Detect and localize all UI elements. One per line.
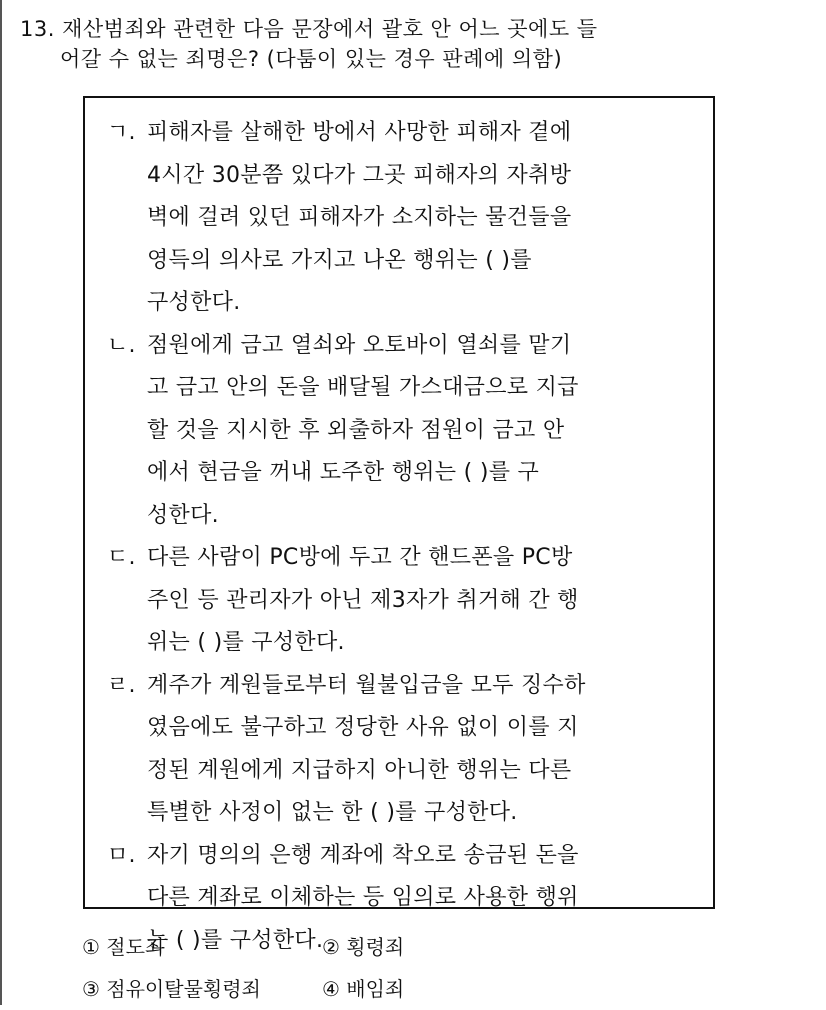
statement-line: 피해자를 살해한 방에서 사망한 피해자 곁에 [147, 120, 572, 145]
question-line: 재산범죄와 관련한 다음 문장에서 괄호 안 어느 곳에도 들 [62, 17, 598, 41]
statement-line: 에서 현금을 꺼내 도주한 행위는 ( )를 구 [147, 460, 540, 485]
statement-line: 고 금고 안의 돈을 배달될 가스대금으로 지급 [147, 375, 579, 400]
statement-line: 다른 계좌로 이체하는 등 임의로 사용한 행위 [147, 885, 579, 910]
option-1[interactable]: ① 절도죄 [82, 935, 165, 959]
statement-line: 벽에 걸려 있던 피해자가 소지하는 물건들을 [147, 205, 572, 230]
statement-item [107, 537, 579, 665]
question-stem [20, 14, 598, 74]
statement-item [107, 665, 586, 835]
statement-line: 자기 명의의 은행 계좌에 착오로 송금된 돈을 [147, 842, 579, 868]
statement-line: 는 ( )를 구성한다. [147, 927, 324, 953]
option-2[interactable]: ② 횡령죄 [322, 935, 405, 959]
statement-marker: ㄱ. [107, 120, 136, 145]
statement-marker: ㄹ. [107, 672, 136, 698]
statement-item [107, 325, 579, 538]
statement-line: 였음에도 불구하고 정당한 사유 없이 이를 지 [147, 715, 579, 740]
statement-line: 정된 계원에게 지급하지 아니한 행위는 다른 [147, 757, 572, 783]
statement-line: 영득의 의사로 가지고 나온 행위는 ( )를 [147, 247, 532, 273]
page-left-border [0, 0, 2, 1005]
option-3[interactable]: ③ 점유이탈물횡령죄 [82, 977, 261, 1001]
statement-marker: ㅁ. [107, 842, 136, 868]
statement-line: 특별한 사정이 없는 한 ( )를 구성한다. [147, 800, 518, 825]
statement-marker: ㄷ. [107, 545, 136, 570]
option-4[interactable]: ④ 배임죄 [322, 977, 405, 1001]
statement-line: 할 것을 지시한 후 외출하자 점원이 금고 안 [147, 417, 565, 443]
statement-line: 구성한다. [147, 290, 241, 315]
statement-line: 점원에게 금고 열쇠와 오토바이 열쇠를 맡기 [147, 332, 572, 358]
statement-item [107, 112, 571, 325]
statement-marker: ㄴ. [107, 332, 136, 358]
question-line: 어갈 수 없는 죄명은? (다툼이 있는 경우 판례에 의함) [60, 47, 563, 71]
statement-line: 다른 사람이 PC방에 두고 간 핸드폰을 PC방 [147, 545, 573, 570]
statement-line: 성한다. [147, 502, 219, 528]
statement-line: 주인 등 관리자가 아닌 제3자가 취거해 간 행 [147, 587, 579, 613]
question-number: 13. [20, 17, 55, 41]
statement-line: 계주가 계원들로부터 월불입금을 모두 징수하 [147, 672, 586, 698]
statement-line: 4시간 30분쯤 있다가 그곳 피해자의 자취방 [147, 162, 572, 188]
statement-line: 위는 ( )를 구성한다. [147, 630, 345, 655]
